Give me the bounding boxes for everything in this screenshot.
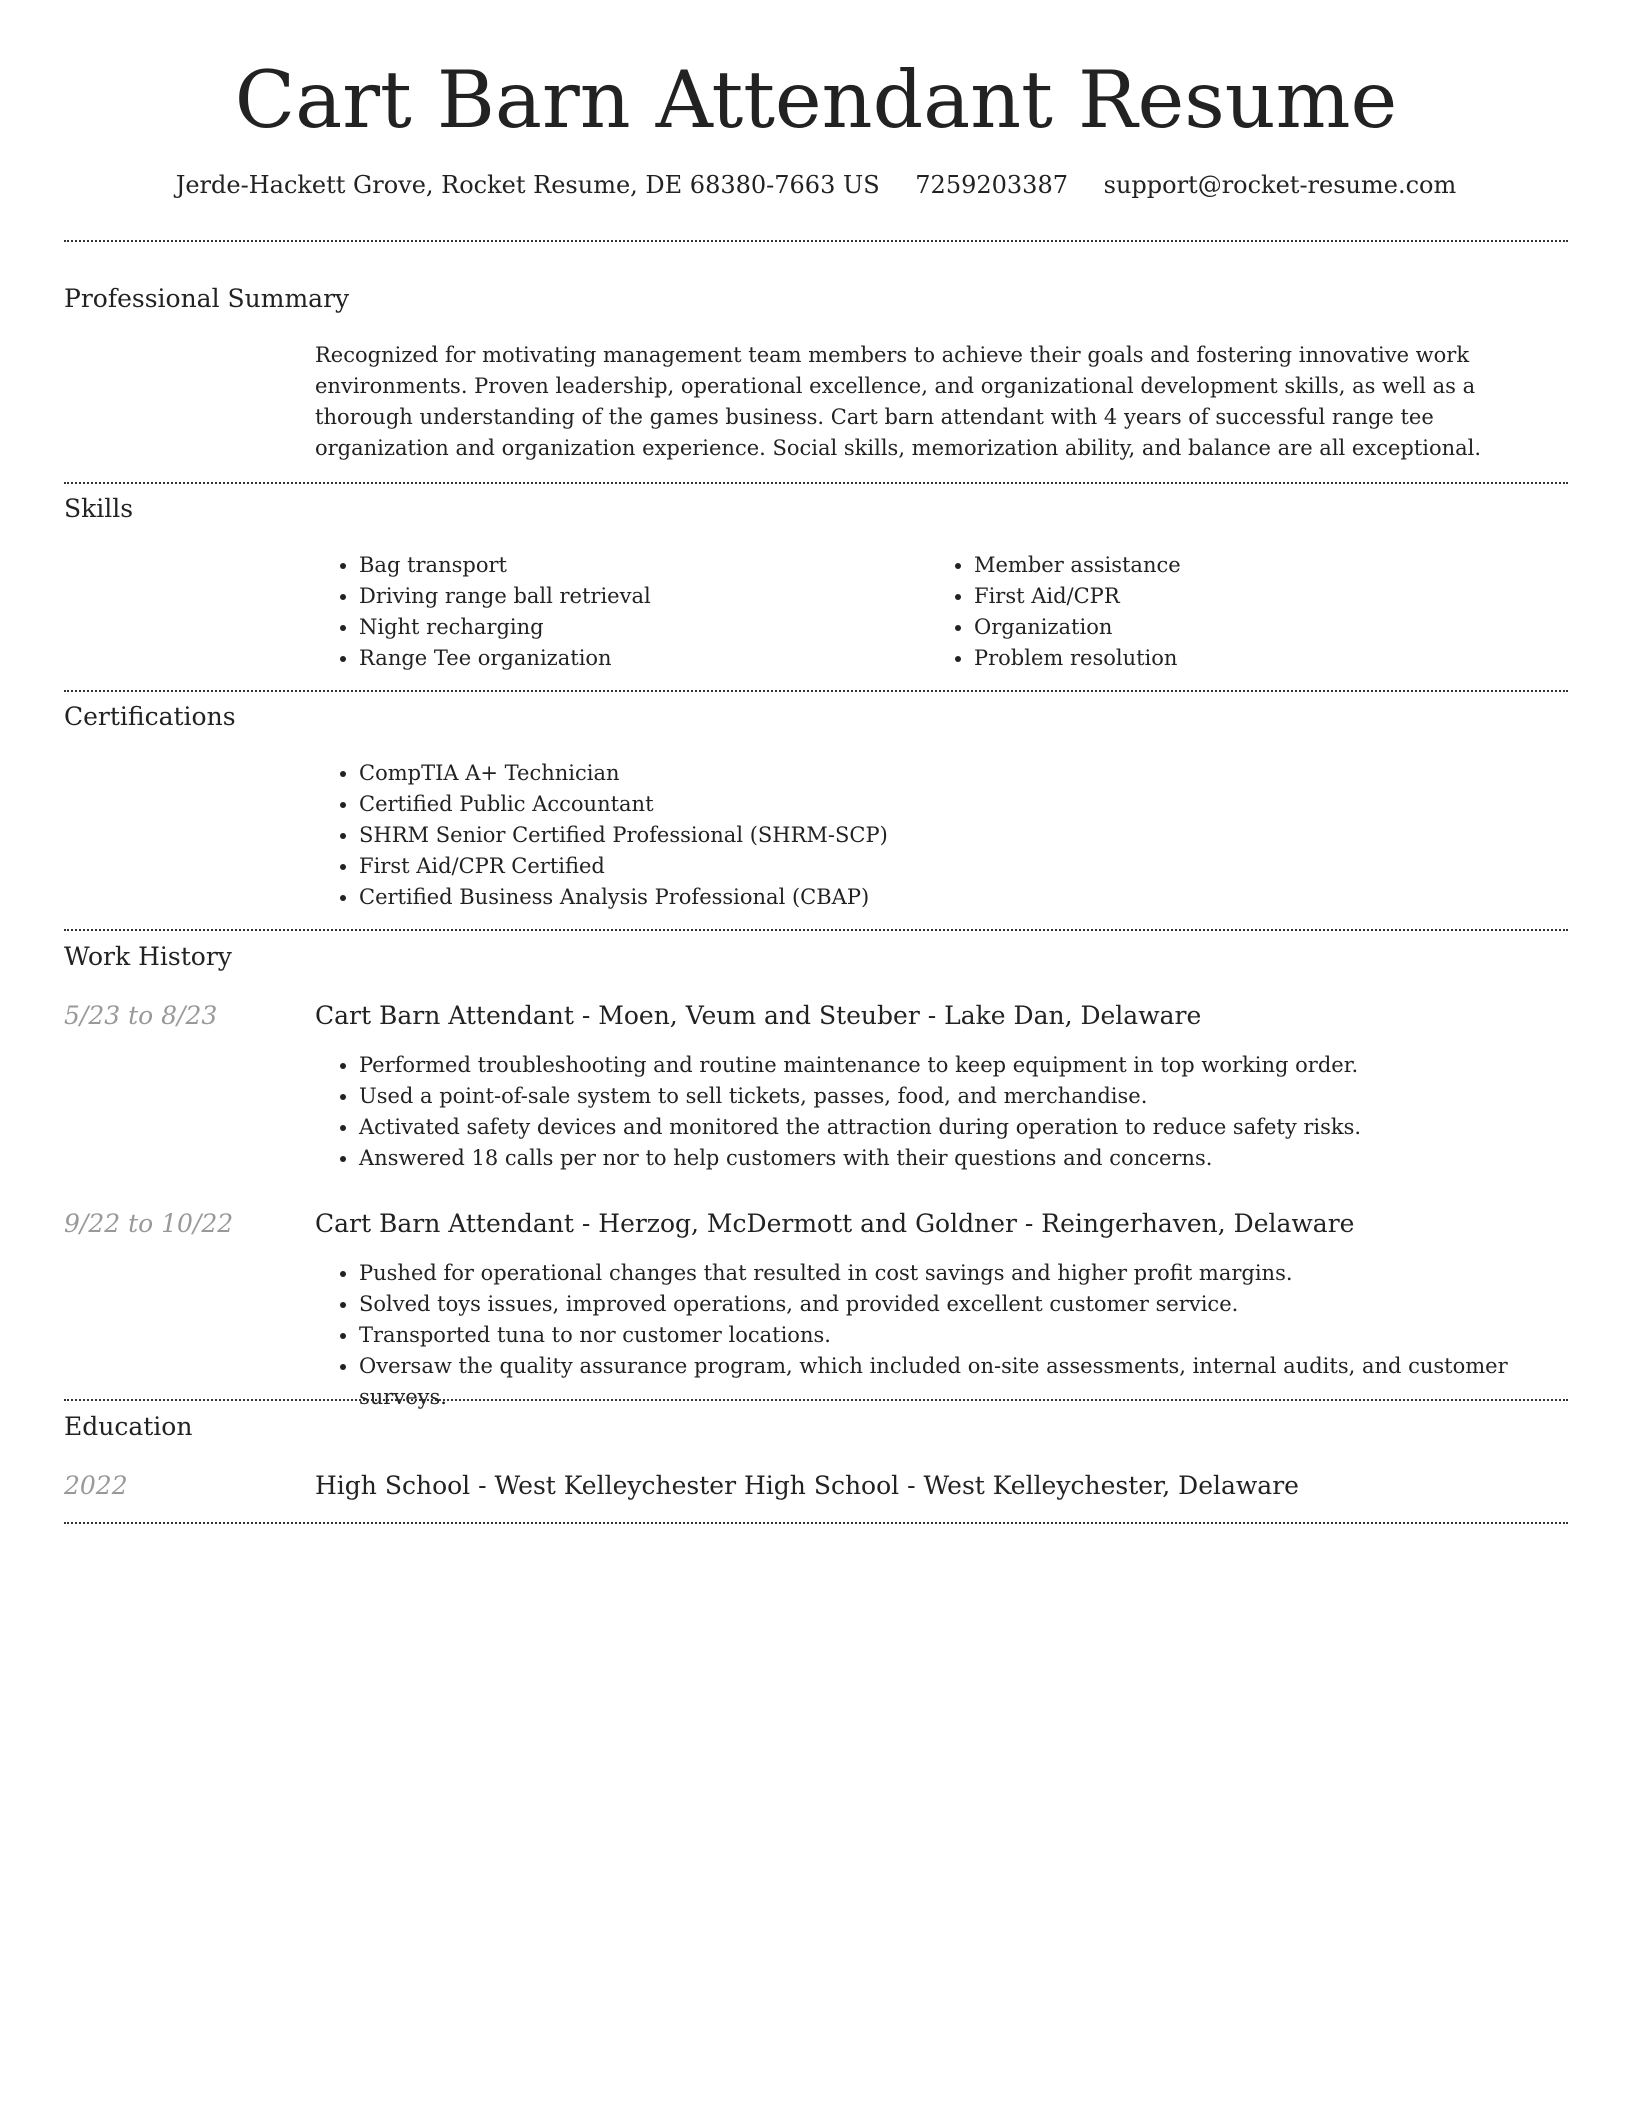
divider (64, 482, 1568, 484)
certification-item: • SHRM Senior Certified Professional (SHRM-SCP) (359, 820, 1515, 851)
education-year: 2022 (64, 1471, 128, 1500)
job-employer-location: - Moen, Veum and Steuber - Lake Dan, Delaware (573, 1001, 1202, 1030)
job-bullets (315, 1258, 1592, 1413)
divider (64, 240, 1568, 242)
section-heading-work-history: Work History (64, 942, 232, 971)
job-dates: 9/22 to 10/22 (64, 1209, 234, 1238)
summary-text: Recognized for motivating management team members to achieve their goals and fostering innovative work environments. Proven leadership, operational excellence, and organizational development skills, as well as a thorough understanding of the games business. Cart barn attendant with 4 years of successful range tee organization and organization experience. Social skills, memorization ability, and balance are all exceptional. (315, 343, 1482, 460)
education-school-location: - West Kelleychester High School - West Kelleychester, Delaware (470, 1471, 1299, 1500)
contact-address: Jerde-Hackett Grove, Rocket Resume, DE 68380-7663 US (175, 171, 880, 199)
job-employer-location: - Herzog, McDermott and Goldner - Reingerhaven, Delaware (573, 1209, 1355, 1238)
job-bullet: • Solved toys issues, improved operations, and provided excellent customer service. (359, 1289, 1592, 1320)
certification-item: • First Aid/CPR Certified (359, 851, 1515, 882)
skill-item: • Night recharging (359, 612, 915, 643)
skills-right-column (930, 550, 1530, 674)
job-title (315, 999, 1201, 1033)
skill-item: • Bag transport (359, 550, 915, 581)
job-bullet: • Activated safety devices and monitored the attraction during operation to reduce safety risks. (359, 1112, 1592, 1143)
certification-item: • Certified Business Analysis Professional (CBAP) (359, 882, 1515, 913)
job-role: Cart Barn Attendant (315, 1209, 574, 1238)
skill-item: • Organization (974, 612, 1530, 643)
certification-item: • CompTIA A+ Technician (359, 758, 1515, 789)
divider (64, 1522, 1568, 1524)
job-bullet: • Performed troubleshooting and routine maintenance to keep equipment in top working order. (359, 1050, 1592, 1081)
contact-line (0, 168, 1632, 202)
contact-email: support@rocket-resume.com (1103, 171, 1457, 199)
section-heading-summary: Professional Summary (64, 284, 350, 313)
contact-phone: 7259203387 (915, 171, 1068, 199)
skill-item: • First Aid/CPR (974, 581, 1530, 612)
section-heading-education: Education (64, 1412, 193, 1441)
education-degree: High School (315, 1471, 471, 1500)
section-heading-skills: Skills (64, 494, 134, 523)
job-title (315, 1207, 1354, 1241)
job-bullet: • Transported tuna to nor customer locations. (359, 1320, 1592, 1351)
skill-item: • Range Tee organization (359, 643, 915, 674)
job-bullets (315, 1050, 1592, 1174)
skills-left-column (315, 550, 915, 674)
skill-item: • Problem resolution (974, 643, 1530, 674)
job-bullet: • Answered 18 calls per nor to help customers with their questions and concerns. (359, 1143, 1592, 1174)
job-bullet: • Used a point-of-sale system to sell tickets, passes, food, and merchandise. (359, 1081, 1592, 1112)
divider (64, 929, 1568, 931)
divider (64, 690, 1568, 692)
resume-title: Cart Barn Attendant Resume (234, 54, 1398, 146)
certification-item: • Certified Public Accountant (359, 789, 1515, 820)
job-role: Cart Barn Attendant (315, 1001, 574, 1030)
skill-item: • Driving range ball retrieval (359, 581, 915, 612)
section-heading-certifications: Certifications (64, 702, 236, 731)
skill-item: • Member assistance (974, 550, 1530, 581)
job-bullet: • Oversaw the quality assurance program, which included on-site assessments, internal audits, and customer surveys. (359, 1351, 1592, 1413)
certifications-list (315, 758, 1515, 913)
education-entry (315, 1469, 1299, 1503)
divider (64, 1399, 1568, 1401)
job-bullet: • Pushed for operational changes that resulted in cost savings and higher profit margins. (359, 1258, 1592, 1289)
job-dates: 5/23 to 8/23 (64, 1001, 218, 1030)
